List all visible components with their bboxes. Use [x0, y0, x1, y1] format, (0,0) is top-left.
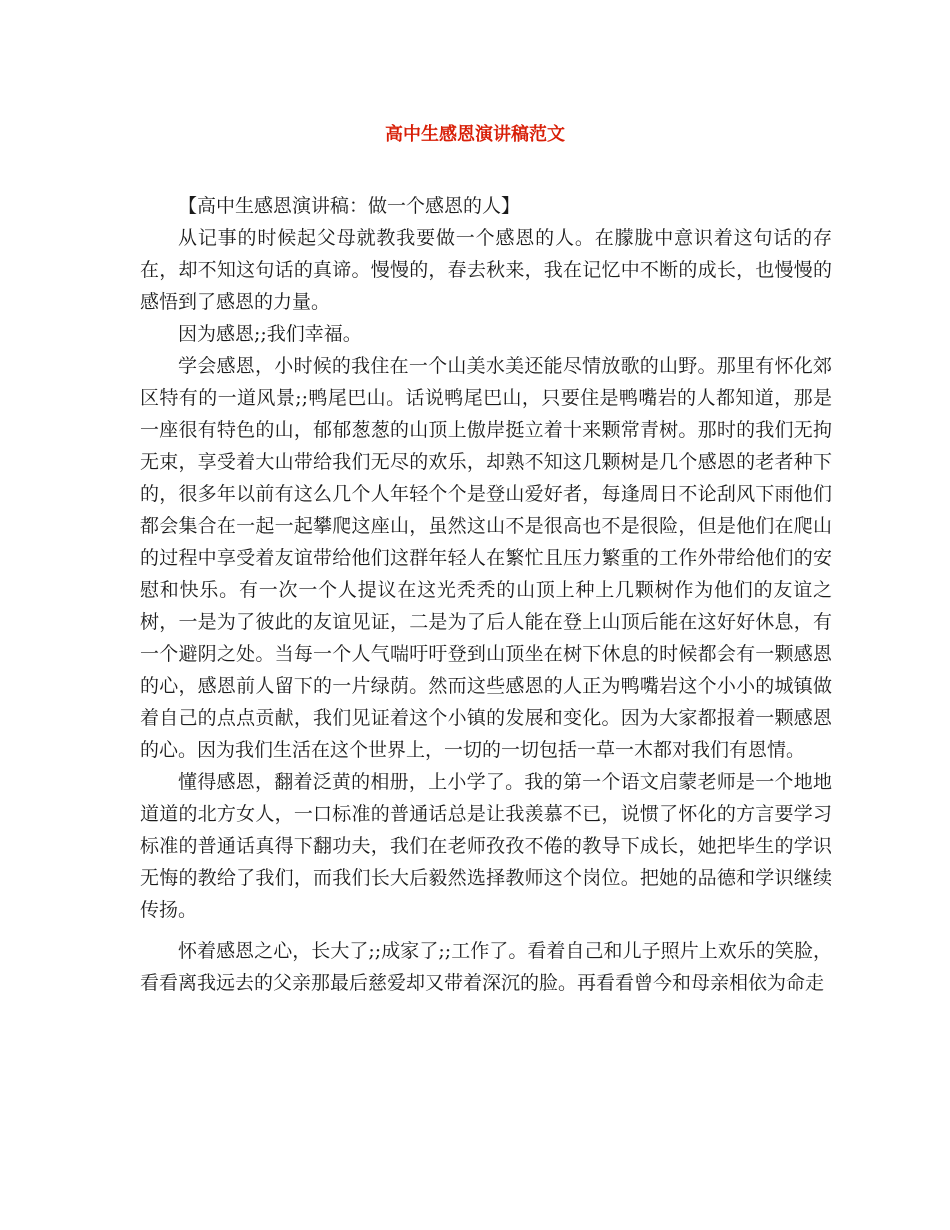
document-title: 高中生感恩演讲稿范文 — [385, 124, 565, 145]
paragraph: 怀着感恩之心，长大了;;成家了;;工作了。看着自己和儿子照片上欢乐的笑脸，看看离我远去的父亲那最后慈爱却又带着深沉的脸。再看看曾今和母亲相依为命走 — [140, 940, 832, 994]
paragraph: 因为感恩;;我们幸福。 — [178, 323, 362, 345]
paragraph: 学会感恩，小时候的我住在一个山美水美还能尽情放歌的山野。那里有怀化郊区特有的一道风景;;鸭尾巴山。话说鸭尾巴山，只要住是鸭嘴岩的人都知道，那是一座很有特色的山，郁郁葱葱的山顶上傲岸挺立着十来颗常青树。那时的我们无拘无束，享受着大山带给我们无尽的欢乐，却熟不知这几颗树是几个感恩的老者种下的，很多年以前有这么几个人年轻个个是登山爱好者，每逢周日不论刮风下雨他们都会集合在一起一起攀爬这座山，虽然这山不是很高也不是很险，但是他们在爬山的过程中享受着友谊带给他们这群年轻人在繁忙且压力繁重的工作外带给他们的安慰和快乐。有一次一个人提议在这光秃秃的山顶上种上几颗树作为他们的友谊之树，一是为了彼此的友谊见证，二是为了后人能在登上山顶后能在这好好休息，有一个避阴之处。当每一个人气喘吁吁登到山顶坐在树下休息的时候都会有一颗感恩的心，感恩前人留下的一片绿荫。然而这些感恩的人正为鸭嘴岩这个小小的城镇做着自己的点点贡献，我们见证着这个小镇的发展和变化。因为大家都报着一颗感恩的心。因为我们生活在这个世界上，一切的一切包括一草一木都对我们有恩情。 — [140, 355, 832, 761]
document-body — [140, 190, 832, 999]
paragraph: 从记事的时候起父母就教我要做一个感恩的人。在朦胧中意识着这句话的存在，却不知这句话的真谛。慢慢的，春去秋来，我在记忆中不断的成长，也慢慢的感悟到了感恩的力量。 — [140, 227, 832, 313]
paragraph: 懂得感恩，翻着泛黄的相册，上小学了。我的第一个语文启蒙老师是一个地地道道的北方女人，一口标准的普通话总是让我羡慕不已，说惯了怀化的方言要学习标准的普通话真得下翻功夫，我们在老师孜孜不倦的教导下成长，她把毕生的学识无悔的教给了我们，而我们长大后毅然选择教师这个岗位。把她的品德和学识继续传扬。 — [140, 771, 832, 921]
section-heading: 【高中生感恩演讲稿：做一个感恩的人】 — [178, 195, 521, 217]
